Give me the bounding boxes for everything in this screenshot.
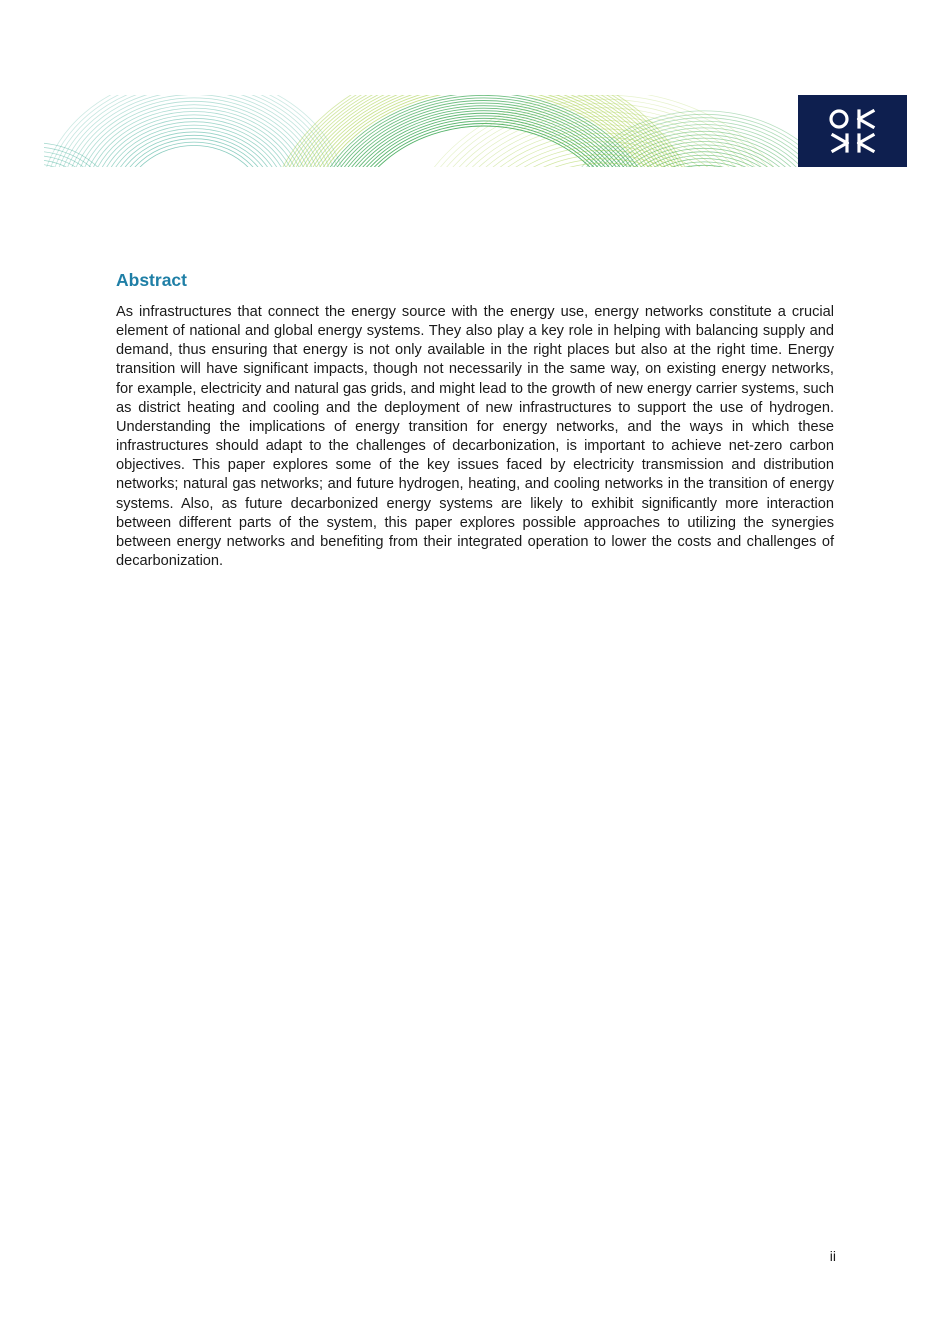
abstract-heading: Abstract bbox=[116, 270, 187, 290]
logo bbox=[798, 95, 907, 167]
page-number: ii bbox=[829, 1248, 836, 1264]
wave-line bbox=[108, 132, 280, 167]
wave-line bbox=[76, 105, 312, 167]
header-banner bbox=[44, 95, 907, 167]
wave-line bbox=[80, 108, 308, 167]
wave-pattern-graphic bbox=[44, 95, 798, 167]
wave-line bbox=[100, 125, 288, 167]
wave-line bbox=[52, 95, 336, 167]
oies-logo-icon bbox=[825, 106, 881, 156]
wave-line bbox=[44, 143, 119, 167]
wave-line bbox=[104, 129, 284, 168]
abstract-body: As infrastructures that connect the energy source with the energy use, energy networks constitute a crucial element of national and global energy systems. They also play a key role in helping with balancing supply and demand, thus ensuring that energy is not only available in the right places but also at the right time. Energy transition will have significant impacts, though not necessarily in the same way, on existing energy networks, for example, electricity and natural gas grids, and might lead to the growth of new energy carrier systems, such as district heating and cooling and the deployment of new infrastructures to support the use of hydrogen. Understanding the implications of energy transition for energy networks, and the ways in which these infrastructures should adapt to the challenges of decarbonization, is important to achieve net-zero carbon objectives. This paper explores some of the key issues faced by electricity transmission and distribution networks; natural gas networks; and future hydrogen, heating, and cooling networks in the transition of energy systems. Also, as future decarbonized energy systems are likely to exhibit significantly more interaction between different parts of the system, this paper explores possible approaches to utilizing the synergies between energy networks and benefiting from their integrated operation to lower the costs and challenges of decarbonization. bbox=[116, 304, 834, 570]
wave-line bbox=[112, 135, 276, 167]
wave-line bbox=[44, 95, 348, 167]
